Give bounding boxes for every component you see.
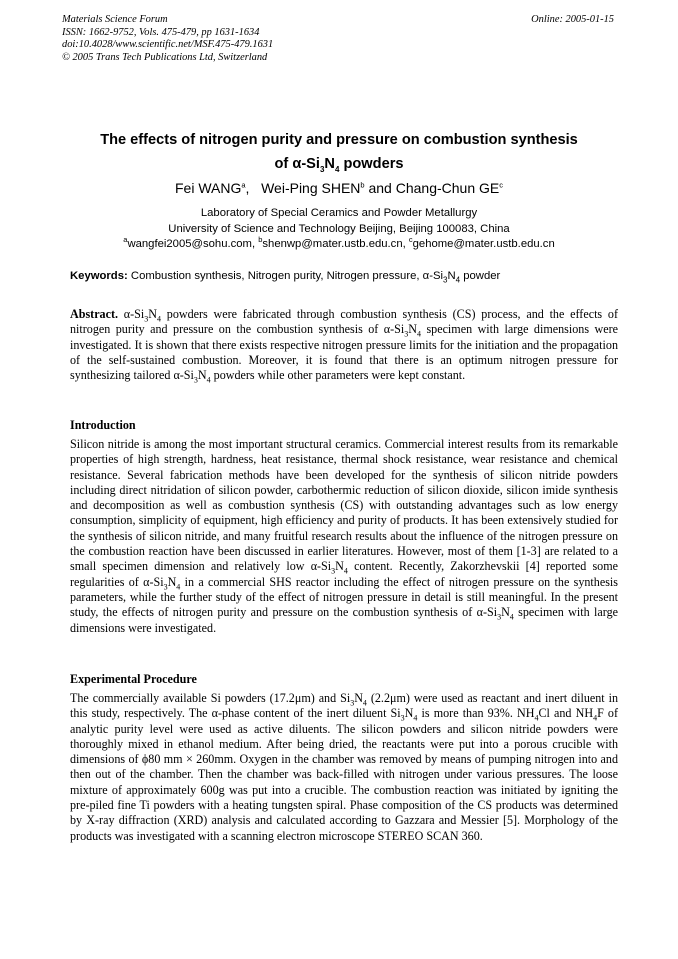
keywords-text: powder	[460, 270, 501, 282]
subscript: 4	[413, 713, 418, 723]
subscript: 4	[416, 329, 421, 339]
experimental-text: F of analytic purity level were used as active diluents. The silicon powders and silicon nitride powders were thoroughly mixed in ethanol medium. After being dried, the reactants were put into a porous crucible with dimensions of ϕ80 mm × 260mm. Oxygen in the chamber was removed by means of pumping nitrogen into and then out of the chamber. Then the chamber was back-filled with nitrogen under various pressures. The loose mixture of approximately 600g was put into a crucible. The combustion reaction was initiated by igniting the pre-piled fine Ti powders with a heating tungsten spiral. Phase composition of the CS products was determined by X-ray diffraction (XRD) analysis and calculated according to Gazzara and Messier [5]. Morphology of the products was investigated with a scanning electron microscope STEREO SCAN 360.	[70, 706, 618, 843]
subscript: 3	[319, 164, 325, 174]
title-text: of α-Si	[274, 156, 320, 172]
subscript: 4	[176, 582, 181, 592]
issn-line: ISSN: 1662-9752, Vols. 475-479, pp 1631-1634	[62, 26, 260, 38]
affiliation-marker: a	[241, 180, 246, 190]
experimental-text: The commercially available Si powders (17.2μm) and Si	[70, 691, 351, 705]
intro-text: content. Recently, Zakorzhevskii [4] reported some regularities of α-Si	[70, 559, 618, 589]
intro-text: specimen with large dimensions were investigated.	[70, 605, 618, 635]
subscript: 3	[144, 314, 149, 324]
email-marker: c	[408, 235, 413, 245]
affiliation-marker: c	[499, 180, 503, 190]
separator: ,	[245, 180, 262, 196]
email: gehome@mater.ustb.edu.cn	[412, 238, 555, 250]
experimental-text: N	[354, 691, 363, 705]
subscript: 4	[157, 314, 161, 324]
affiliation	[40, 206, 638, 237]
experimental-text: is more than 93%. NH	[417, 706, 535, 721]
subscript: 3	[350, 698, 355, 708]
journal-name: Materials Science Forum	[62, 14, 168, 25]
author-name: Wei-Ping SHEN	[261, 180, 361, 196]
abstract-text: N	[197, 368, 207, 383]
keywords-text: N	[447, 270, 456, 282]
experimental-body	[70, 691, 618, 844]
email: wangfei2005@sohu.com,	[127, 238, 259, 250]
doi-line: doi:10.4028/www.scientific.net/MSF.475-479.1631	[62, 39, 274, 51]
email: shenwp@mater.ustb.edu.cn,	[262, 238, 409, 250]
online-date: Online: 2005-01-15	[531, 14, 614, 25]
intro-text: N	[501, 605, 510, 620]
abstract-text: α-Si	[118, 307, 145, 321]
journal-header	[62, 14, 273, 64]
intro-text: in a commercial SHS reactor including the effect of nitrogen pressure on the synthesis parameters, while the further study of the effect of nitrogen pressure in detail is still meaningful. In the present study, the effects of nitrogen purity and pressure on the combustion synthesis of α-Si	[70, 574, 618, 620]
paper-title	[40, 128, 638, 176]
experimental-text: Cl and NH	[538, 706, 594, 721]
subscript: 3	[400, 713, 405, 723]
abstract-text: N	[148, 307, 157, 321]
author-name: Fei WANG	[174, 180, 242, 196]
title-text: N	[324, 156, 335, 172]
subscript: 3	[443, 275, 448, 285]
separator: and	[364, 180, 396, 196]
introduction-body	[70, 437, 618, 636]
author-name: Chang-Chun GE	[395, 180, 500, 196]
keywords-label: Keywords:	[70, 270, 128, 282]
intro-text: N	[167, 574, 177, 589]
experimental-text: (2.2μm) were used as reactant and inert diluent in this study, respectively. The α-phase content of the inert diluent Si	[70, 691, 618, 721]
title-line-1: The effects of nitrogen purity and pressure on combustion synthesis	[100, 132, 578, 148]
subscript: 3	[404, 329, 409, 339]
copyright-line: © 2005 Trans Tech Publications Ltd, Switzerland	[62, 51, 268, 63]
subscript: 4	[334, 164, 340, 174]
subscript: 4	[206, 375, 211, 385]
affiliation-marker: b	[360, 180, 365, 190]
intro-text: Silicon nitride is among the most important structural ceramics. Commercial interest results from its remarkable properties of high strength, hardness, heat resistance, thermal shock resistance, wear resistance and chemical resistance. Several fabrication methods have been developed for the synthesis of silicon nitride powders including direct nitridation of silicon powder, carbothermic reduction of silicon dioxide, silicon imide synthesis and decomposition as well as combustion synthesis (CS) with outstanding advantages such as low energy consumption, simplicity of equipment, high efficiency and purity of products. It has been extensively studied for the synthesis of silicon nitride, and many fruitful research results about the influence of the nitrogen pressure on the combustion reaction have been discussed in earlier literatures. However, most of them [1-3] are related to a small specimen dimension and relatively low α-Si	[70, 437, 618, 574]
email-list	[40, 235, 638, 250]
keywords-text: Combustion synthesis, Nitrogen purity, Nitrogen pressure, α-Si	[127, 270, 443, 282]
subscript: 3	[193, 375, 198, 385]
subscript: 4	[593, 713, 598, 723]
title-line-2	[40, 152, 638, 176]
abstract-text: powders while other parameters were kept constant.	[210, 368, 466, 383]
subscript: 4	[343, 566, 348, 576]
subscript: 4	[509, 612, 514, 622]
author-list	[40, 180, 638, 196]
intro-text: N	[335, 559, 344, 574]
email-marker: b	[258, 235, 263, 245]
abstract-text: N	[408, 322, 417, 337]
keywords	[70, 270, 618, 285]
email-marker: a	[123, 235, 128, 245]
section-heading-experimental: Experimental Procedure	[70, 672, 197, 686]
abstract-text: specimen with large dimensions were investigated. It is shown that there exists respective nitrogen pressure limits for the initiation and the propagation of the self-sustained combustion. Moreover, it is found that there is an optimum nitrogen pressure for synthesizing tailored α-Si	[70, 322, 618, 383]
title-text: powders	[339, 156, 404, 172]
subscript: 4	[455, 275, 461, 285]
affiliation-line: Laboratory of Special Ceramics and Powder Metallurgy	[200, 207, 478, 219]
abstract-text: powders were fabricated through combustion synthesis (CS) process, and the effects of nitrogen purity and pressure on the combustion synthesis of α-Si	[70, 307, 618, 337]
section-heading-introduction: Introduction	[70, 418, 136, 432]
subscript: 4	[362, 698, 367, 708]
affiliation-line: University of Science and Technology Beijing, Beijing 100083, China	[168, 222, 510, 235]
experimental-text: N	[404, 706, 414, 721]
subscript: 3	[497, 612, 502, 622]
subscript: 3	[331, 566, 336, 576]
subscript: 3	[163, 582, 168, 592]
subscript: 4	[534, 713, 539, 723]
abstract-label: Abstract.	[70, 307, 119, 321]
abstract	[70, 307, 618, 383]
